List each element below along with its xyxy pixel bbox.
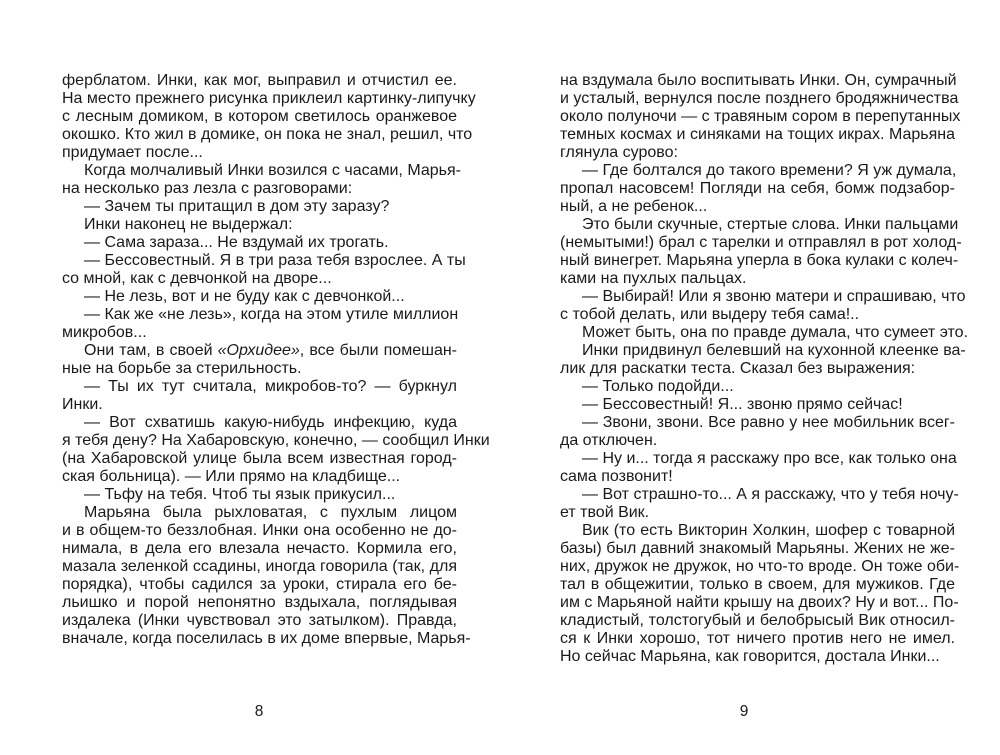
text-line: них, дружок не дружок, но что-то вроде. Он тоже оби- (560, 558, 960, 575)
text-line: Но сейчас Марьяна, как говорится, достала Инки... (560, 648, 940, 665)
text-line: кладистый, толстогубый и белобрысый Вик относил- (560, 612, 955, 629)
text-line: мазала зеленкой ссадины, иногда говорила (так, для (62, 558, 457, 575)
text-line: на несколько раз лезла с разговорами: (62, 180, 353, 197)
text-line: Инки наконец не выдержал: (84, 216, 293, 233)
text-line: Может быть, она по правде думала, что сумеет это. (582, 324, 969, 341)
text-line: ные на борьбе за стерильность. (62, 360, 302, 377)
text-line: темных космах и синяками на тощих икрах. Марьяна (560, 126, 955, 143)
text-line: я тебя дену? На Хабаровскую, конечно, — сообщил Инки (62, 432, 490, 449)
text-line: Инки придвинул белевший на кухонной клеенке ва- (582, 342, 966, 359)
text-line: — Звони, звони. Все равно у нее мобильник всег- (582, 414, 955, 431)
text-line: со мной, как с девчонкой на дворе... (62, 270, 332, 287)
text-line: с тобой делать, или выдеру тебя сама!.. (560, 306, 860, 323)
text-line: на вздумала было воспитывать Инки. Он, сумрачный (560, 72, 957, 89)
text-line: ный, а не ребенок... (560, 198, 708, 215)
text-line: порядка), чтобы садился за уроки, стирала его бе- (62, 576, 457, 593)
text-line: с лесным домиком, в котором светилось оранжевое (62, 108, 457, 125)
text-line: издалека (Инки чувствовал это затылком). Правда, (62, 612, 457, 629)
text-line: На место прежнего рисунка приклеил картинку-липучку (62, 90, 476, 107)
text-line: ферблатом. Инки, как мог, выправил и отчистил ее. (62, 72, 457, 89)
text-line: Инки. (62, 396, 103, 413)
text-line: Это были скучные, стертые слова. Инки пальцами (582, 216, 959, 233)
text-line: сама позвонит! (560, 468, 673, 485)
text-line: — Ты их тут считала, микробов-то? — буркнул (84, 378, 457, 395)
text-line: микробов... (62, 324, 147, 341)
text-line: Марьяна была рыхловатая, с пухлым лицом (84, 504, 457, 521)
text-line: да отключен. (560, 432, 658, 449)
left-page-text (62, 72, 490, 648)
text-line: около полуночи — с травяным сором в перепутанных (560, 108, 961, 125)
text-line: — Где болтался до такого времени? Я уж думала, (582, 162, 957, 179)
text-line: вначале, когда поселилась в их доме впервые, Марья- (62, 630, 471, 647)
text-line: лик для раскатки теста. Сказал без выражения: (560, 360, 916, 377)
text-line: придумает после... (62, 144, 203, 161)
text-line: — Зачем ты притащил в дом эту заразу? (84, 198, 390, 215)
text-line: и усталый, вернулся после позднего бродяжничества (560, 90, 959, 107)
text-line: окошко. Кто жил в домике, он пока не знал, решил, что (62, 126, 473, 143)
text-line: ся к Инки хорошо, тот ничего против него не имел. (560, 630, 955, 647)
text-line: ет твой Вик. (560, 504, 650, 521)
text-line: и в общем-то беззлобная. Инки она особенно не до- (62, 522, 457, 539)
text-line: — Выбирай! Или я звоню матери и спрашиваю, что (582, 288, 966, 305)
text-line: базы) был давний знакомый Марьяны. Жених не же- (560, 540, 955, 557)
text-line: — Тьфу на тебя. Чтоб ты язык прикусил... (84, 486, 396, 503)
text-line: нимала, в дела его влезала нечасто. Кормила его, (62, 540, 457, 557)
text-line: (немытыми!) брал с тарелки и отправлял в рот холод- (560, 234, 962, 251)
text-line: тал в общежитии, только в своем, для мужиков. Где (560, 576, 955, 593)
text-line: льишко и порой непонятно вздыхала, поглядывая (62, 594, 457, 611)
text-line: — Вот страшно-то... А я расскажу, что у тебя ночу- (582, 486, 959, 503)
page-number-right: 9 (739, 703, 749, 720)
text-line: — Вот схватишь какую-нибудь инфекцию, куда (84, 414, 457, 431)
text-line: ская больница). — Или прямо на кладбище... (62, 468, 401, 485)
text-line: ками на пухлых пальцах. (560, 270, 747, 287)
page-number-left: 8 (254, 703, 264, 720)
text-line: ный винегрет. Марьяна уперла в бока кулаки с колеч- (560, 252, 959, 269)
italic-title: «Орхидее» (217, 342, 300, 359)
text-line: им с Марьяной найти крышу на двоих? Ну и вот... По- (560, 594, 959, 611)
text-line: Когда молчаливый Инки возился с часами, Марья- (84, 162, 461, 179)
text-line: пропал насовсем! Погляди на себя, бомж подзабор- (560, 180, 955, 197)
text-line: Они там, в своей «Орхидее», все были помешан- (84, 342, 458, 359)
text-line: глянула сурово: (560, 144, 678, 161)
text-line: — Не лезь, вот и не буду как с девчонкой... (84, 288, 405, 305)
text-line: — Сама зараза... Не вздумай их трогать. (84, 234, 389, 251)
text-line: — Ну и... тогда я расскажу про все, как только она (582, 450, 957, 467)
text-line: — Бессовестный. Я в три раза тебя взрослее. А ты (84, 252, 466, 269)
text-line: — Бессовестный! Я... звоню прямо сейчас! (582, 396, 903, 413)
right-page-text (560, 72, 969, 666)
text-line: — Только подойди... (582, 378, 734, 395)
text-line: — Как же «не лезь», когда на этом утиле миллион (84, 306, 459, 323)
text-line: (на Хабаровской улице была всем известная город- (62, 450, 457, 467)
text-line: Вик (то есть Викторин Холкин, шофер с товарной (582, 522, 955, 539)
